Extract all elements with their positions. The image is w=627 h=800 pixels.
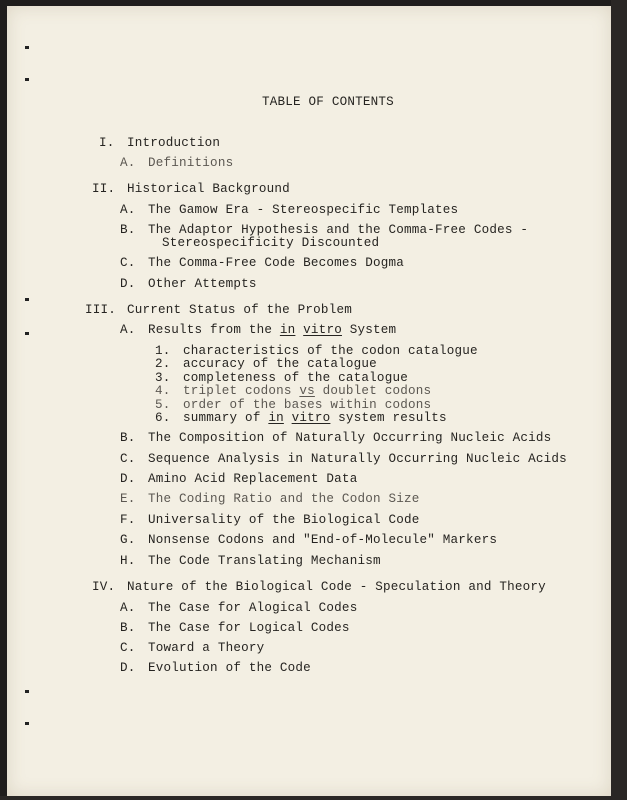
- punch-mark: [25, 46, 29, 49]
- item-letter: E.: [120, 492, 136, 506]
- item-letter: A.: [120, 323, 136, 337]
- underlined-word: in: [279, 323, 296, 337]
- item-title: The Gamow Era - Stereospecific Templates: [148, 203, 459, 217]
- item-title: The Comma-Free Code Becomes Dogma: [148, 256, 404, 270]
- item-title: The Case for Logical Codes: [148, 621, 350, 635]
- item-letter: B.: [120, 223, 136, 237]
- punch-mark: [25, 298, 29, 301]
- underlined-word: vs: [299, 384, 315, 398]
- punch-mark: [25, 78, 29, 81]
- section-number: III.: [85, 303, 117, 317]
- subitem-number: 6.: [155, 411, 171, 425]
- subitem-number: 5.: [155, 398, 171, 412]
- item-letter: D.: [120, 661, 136, 675]
- title-text: doublet codons: [314, 384, 432, 398]
- item-title: Other Attempts: [148, 277, 257, 291]
- punch-mark: [25, 332, 29, 335]
- subitem-title: characteristics of the codon catalogue: [183, 344, 478, 358]
- item-title: Evolution of the Code: [148, 661, 311, 675]
- item-letter: C.: [120, 641, 136, 655]
- item-title-continued: Stereospecificity Discounted: [162, 236, 380, 250]
- item-title: The Code Translating Mechanism: [148, 554, 381, 568]
- item-letter: C.: [120, 256, 136, 270]
- item-title: Amino Acid Replacement Data: [148, 472, 358, 486]
- item-title: Toward a Theory: [148, 641, 265, 655]
- section-title: Historical Background: [127, 182, 290, 196]
- punch-mark: [25, 722, 29, 725]
- item-title: The Adaptor Hypothesis and the Comma-Free Codes -: [148, 223, 529, 237]
- item-title: Universality of the Biological Code: [148, 513, 420, 527]
- section-number: II.: [92, 182, 116, 196]
- subitem-number: 3.: [155, 371, 171, 385]
- item-letter: F.: [120, 513, 136, 527]
- subitem-title: order of the bases within codons: [183, 398, 432, 412]
- item-letter: A.: [120, 156, 136, 170]
- section-number: I.: [99, 136, 115, 150]
- item-title: The Coding Ratio and the Codon Size: [148, 492, 420, 506]
- page-title: TABLE OF CONTENTS: [262, 95, 394, 109]
- subitem-title: [183, 384, 431, 398]
- item-letter: G.: [120, 533, 136, 547]
- item-title: Sequence Analysis in Naturally Occurring Nucleic Acids: [148, 452, 567, 466]
- subitem-title: [183, 411, 447, 425]
- title-text: system results: [330, 411, 447, 425]
- subitem-title: completeness of the catalogue: [183, 371, 408, 385]
- scan-edge-bottom: [0, 796, 627, 800]
- item-letter: B.: [120, 621, 136, 635]
- underlined-word: vitro: [303, 323, 342, 337]
- section-number: IV.: [92, 580, 116, 594]
- item-letter: H.: [120, 554, 136, 568]
- item-letter: C.: [120, 452, 136, 466]
- underlined-word: vitro: [291, 411, 331, 425]
- subitem-number: 1.: [155, 344, 171, 358]
- underlined-word: in: [268, 411, 284, 425]
- item-letter: B.: [120, 431, 136, 445]
- item-title: Nonsense Codons and "End-of-Molecule" Markers: [148, 533, 498, 547]
- title-text: Results from the: [148, 323, 280, 337]
- space: [284, 411, 292, 425]
- subitem-title: accuracy of the catalogue: [183, 357, 377, 371]
- scan-edge-right: [611, 0, 627, 800]
- title-text: System: [341, 323, 397, 337]
- item-letter: D.: [120, 277, 136, 291]
- space: [295, 323, 303, 337]
- title-text: summary of: [183, 411, 269, 425]
- item-title: [148, 323, 396, 337]
- section-title: Introduction: [127, 136, 221, 150]
- item-title: The Case for Alogical Codes: [148, 601, 358, 615]
- punch-mark: [25, 690, 29, 693]
- subitem-number: 2.: [155, 357, 171, 371]
- item-letter: A.: [120, 601, 136, 615]
- title-text: triplet codons: [183, 384, 300, 398]
- subitem-number: 4.: [155, 384, 171, 398]
- item-letter: D.: [120, 472, 136, 486]
- item-title: Definitions: [148, 156, 234, 170]
- section-title: Nature of the Biological Code - Speculation and Theory: [127, 580, 546, 594]
- item-title: The Composition of Naturally Occurring Nucleic Acids: [148, 431, 552, 445]
- item-letter: A.: [120, 203, 136, 217]
- section-title: Current Status of the Problem: [127, 303, 352, 317]
